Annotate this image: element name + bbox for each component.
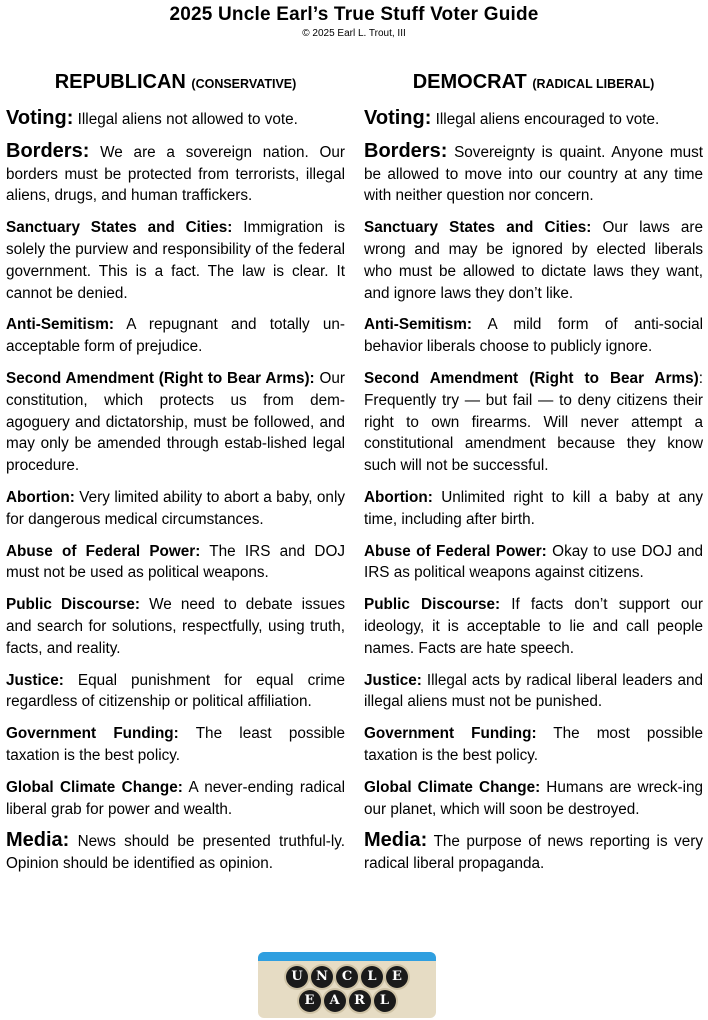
- democrat-item: [364, 108, 703, 131]
- republican-item: [6, 541, 345, 585]
- republican-item: [6, 368, 345, 477]
- item-label: Government Funding:: [364, 725, 537, 743]
- page-title: 2025 Uncle Earl’s True Stuff Voter Guide: [169, 4, 539, 25]
- republican-item: [6, 594, 345, 659]
- logo-row-2: [258, 990, 436, 1014]
- item-label: Public Discourse:: [364, 596, 501, 614]
- republican-column: [6, 70, 345, 875]
- republican-item: [6, 830, 345, 875]
- item-text: A mild form of anti-social behavior liberals choose to publicly ignore.: [364, 316, 703, 356]
- item-text: The purpose of news reporting is very radical liberal propaganda.: [364, 833, 703, 873]
- democrat-item: [364, 314, 703, 358]
- democrat-item: [364, 723, 703, 767]
- democrat-item: [364, 217, 703, 304]
- item-label: Justice:: [364, 671, 422, 689]
- item-text: A repugnant and totally un-acceptable form of prejudice.: [6, 316, 345, 356]
- item-text: The most possible taxation is the best policy.: [364, 725, 703, 764]
- logo-key: C: [336, 966, 358, 988]
- item-label: Media:: [364, 829, 428, 852]
- item-text: If facts don’t support our ideology, it is acceptable to lie and call people names. Facts are hate speech.: [364, 596, 703, 657]
- democrat-column: [364, 70, 703, 875]
- item-text: News should be presented truthful-ly. Opinion should be identified as opinion.: [6, 833, 345, 873]
- item-text: Unlimited right to kill a baby at any time, including after birth.: [364, 488, 703, 528]
- republican-subheading: (CONSERVATIVE): [191, 77, 297, 91]
- item-text: Humans are wreck-ing our planet, which will soon be destroyed.: [364, 778, 703, 818]
- item-label: Abuse of Federal Power:: [364, 542, 547, 560]
- item-label: Abortion:: [6, 488, 75, 506]
- uncle-earl-logo: [258, 952, 436, 1018]
- republican-item: [6, 217, 345, 304]
- item-text: Immigration is solely the purview and responsibility of the federal government. This is a fact. The law is clear. It cannot be denied.: [6, 219, 345, 302]
- democrat-item: [364, 141, 703, 207]
- item-label: Public Discourse:: [6, 596, 141, 614]
- democrat-item: [364, 830, 703, 875]
- logo-row-1: [258, 966, 436, 990]
- item-text: We are a sovereign nation. Our borders must be protected from terrorists, illegal aliens, drugs, and human traffickers.: [6, 143, 345, 205]
- logo-key: L: [361, 966, 383, 988]
- republican-item: [6, 108, 345, 131]
- item-text: Okay to use DOJ and IRS as political weapons against citizens.: [364, 542, 703, 582]
- item-text: Sovereignty is quaint. Anyone must be allowed to move into our country at any time with neither question nor concern.: [364, 143, 703, 205]
- item-label: Sanctuary States and Cities:: [364, 219, 592, 237]
- copyright-notice: © 2025 Earl L. Trout, III: [302, 28, 406, 39]
- item-text: Very limited ability to abort a baby, only for dangerous medical circumstances.: [6, 488, 345, 528]
- item-label: Justice:: [6, 671, 64, 689]
- item-text: Illegal acts by radical liberal leaders and illegal aliens must not be punished.: [364, 671, 703, 711]
- item-text: : Frequently try — but fail — to deny citizens their right to own firearms. Will never attempt a constitutional amendment because they know such will not be successful.: [364, 369, 703, 475]
- item-label: Borders:: [6, 139, 90, 162]
- item-label: Abuse of Federal Power:: [6, 542, 201, 560]
- item-text: Equal punishment for equal crime regardless of citizenship or political affiliation.: [6, 671, 345, 711]
- democrat-heading-label: DEMOCRAT: [412, 71, 527, 93]
- item-text: The least possible taxation is the best policy.: [6, 725, 345, 764]
- item-text: A never-ending radical liberal grab for power and wealth.: [6, 778, 345, 818]
- logo-key: U: [286, 966, 308, 988]
- republican-item: [6, 777, 345, 821]
- republican-item: [6, 723, 345, 767]
- item-text: The IRS and DOJ must not be used as political weapons.: [6, 542, 345, 582]
- item-label: Borders:: [364, 139, 448, 162]
- republican-items: [6, 108, 345, 875]
- logo-key: N: [311, 966, 333, 988]
- republican-heading: [6, 70, 345, 96]
- republican-item: [6, 670, 345, 714]
- democrat-item: [364, 487, 703, 531]
- republican-item: [6, 141, 345, 207]
- item-text: Illegal aliens not allowed to vote.: [73, 111, 298, 128]
- item-label: Government Funding:: [6, 725, 179, 743]
- democrat-item: [364, 594, 703, 659]
- item-label: Sanctuary States and Cities:: [6, 219, 233, 237]
- logo-keys: [258, 966, 436, 1014]
- item-label: Voting:: [364, 107, 432, 129]
- republican-heading-label: REPUBLICAN: [54, 71, 186, 93]
- logo-key: R: [349, 990, 371, 1012]
- item-label: Abortion:: [364, 488, 433, 506]
- democrat-heading: [364, 70, 703, 96]
- democrat-item: [364, 541, 703, 585]
- item-label: Second Amendment (Right to Bear Arms): [364, 369, 699, 387]
- item-label: Global Climate Change:: [6, 778, 183, 796]
- item-label: Anti-Semitism:: [6, 316, 114, 334]
- item-text: Our laws are wrong and may be ignored by elected liberals who must be allowed to dictate laws they want, and ignore laws they don’t like.: [364, 219, 703, 302]
- item-label: Global Climate Change:: [364, 778, 541, 796]
- item-text: Illegal aliens encouraged to vote.: [431, 111, 660, 128]
- democrat-item: [364, 368, 703, 477]
- democrat-items: [364, 108, 703, 875]
- republican-item: [6, 487, 345, 531]
- item-label: Media:: [6, 829, 70, 852]
- democrat-item: [364, 670, 703, 714]
- item-text: Our constitution, which protects us from dem-agoguery and dictatorship, must be followed, and may only be amended through estab-lished legal procedure.: [6, 369, 345, 475]
- republican-item: [6, 314, 345, 358]
- logo-key: E: [386, 966, 408, 988]
- logo-key: E: [299, 990, 321, 1012]
- logo-key: L: [374, 990, 396, 1012]
- logo-band: [258, 952, 436, 961]
- item-label: Second Amendment (Right to Bear Arms):: [6, 369, 315, 387]
- item-label: Anti-Semitism:: [364, 316, 472, 334]
- logo-key: A: [324, 990, 346, 1012]
- item-label: Voting:: [6, 107, 74, 129]
- democrat-item: [364, 777, 703, 821]
- item-text: We need to debate issues and search for solutions, respectfully, using truth, facts, and reality.: [6, 596, 345, 657]
- democrat-subheading: (RADICAL LIBERAL): [532, 77, 655, 91]
